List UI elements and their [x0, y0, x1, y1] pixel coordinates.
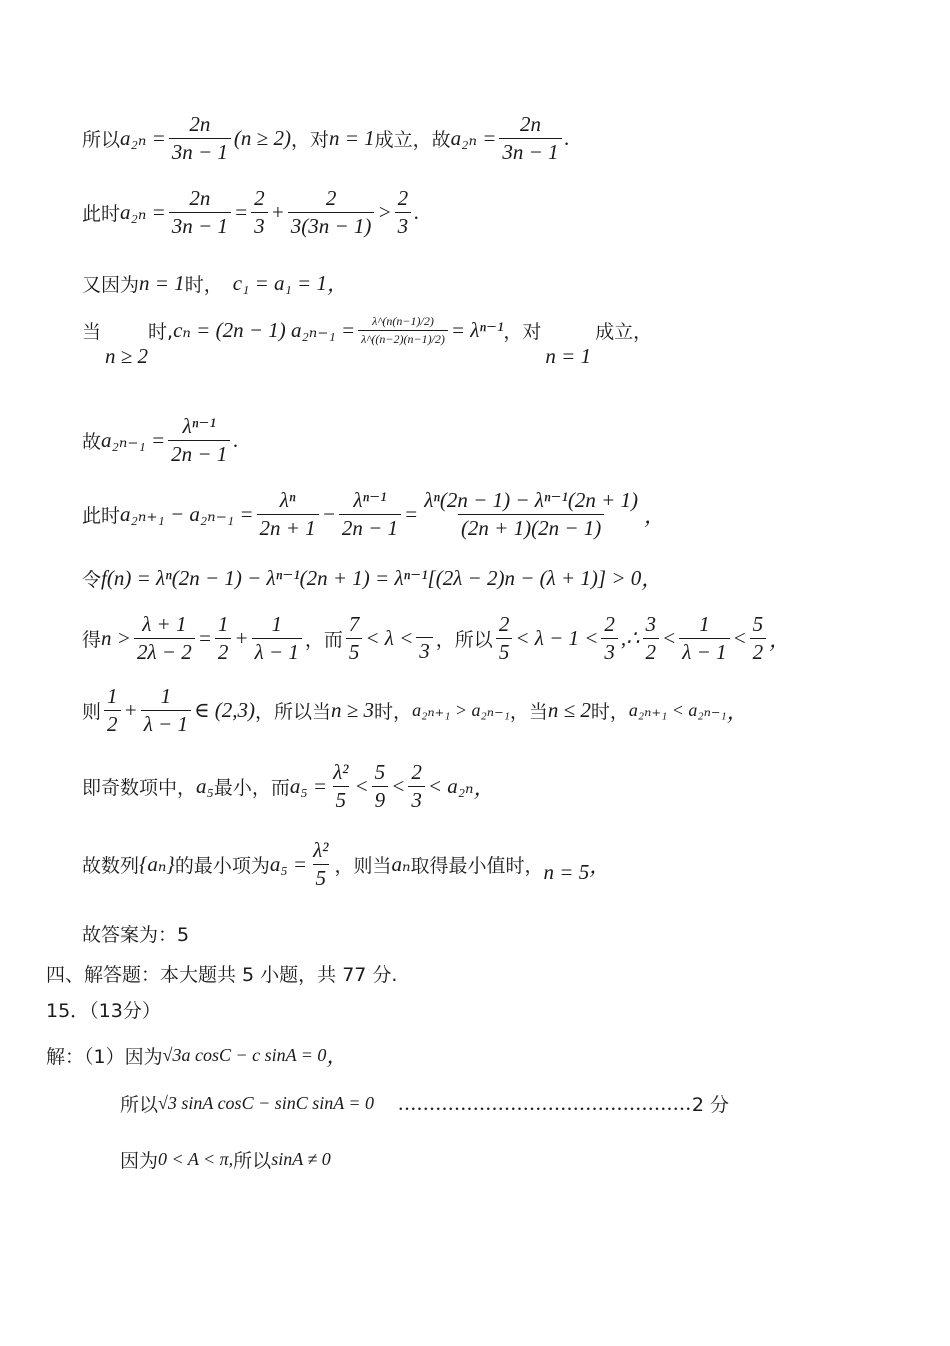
formula: {aₙ}	[139, 852, 175, 876]
formula: a₅ =	[269, 852, 308, 876]
text: 令	[82, 568, 102, 591]
fraction: $\frac{7}{5}$	[346, 612, 363, 665]
formula: c₁ = a₁ = 1	[232, 270, 327, 295]
text: 最小，而	[213, 777, 290, 799]
formula: a₂ₙ₋₁ =	[101, 428, 166, 452]
fraction: $\frac{2}{5}$	[496, 612, 513, 665]
text: 当	[82, 321, 102, 343]
formula: .	[414, 200, 420, 224]
solution-line-3	[82, 268, 348, 298]
formula: ，	[326, 1044, 348, 1068]
formula: a₂ₙ =	[120, 200, 166, 224]
text: ，所以	[435, 629, 493, 651]
fraction: $\frac{\text{λ²}}{5}$	[313, 838, 329, 890]
fraction: $\frac{2}{3}$	[601, 612, 618, 665]
formula: ，	[769, 627, 791, 652]
formula: ，	[326, 272, 348, 296]
text: 时，	[374, 701, 413, 723]
text: 故数列	[82, 855, 140, 877]
solution-line-11	[82, 838, 610, 891]
solution-line-9	[82, 684, 748, 737]
fraction: $\frac{1}{2}$	[215, 612, 232, 665]
fraction: $\frac{5}{9}$	[372, 760, 389, 813]
fraction: $\frac{5}{2}$	[750, 612, 767, 665]
text: 此时	[82, 203, 121, 225]
text: 故	[82, 431, 102, 453]
formula: a₅ =	[289, 774, 328, 798]
formula: n = 1	[545, 344, 592, 368]
text: 成立，故	[374, 129, 451, 151]
formula: <	[354, 774, 369, 798]
text: 所以	[82, 129, 121, 151]
formula: = λⁿ⁻¹	[450, 318, 504, 342]
text: 所以	[233, 1150, 272, 1172]
text: ，而	[304, 629, 343, 651]
solution-line-6	[82, 488, 665, 541]
text: 时,	[148, 321, 174, 343]
formula: .	[564, 126, 570, 150]
formula: +	[270, 200, 285, 224]
formula: < λ <	[365, 626, 414, 650]
fraction: $\frac{2}{3}$	[251, 186, 268, 239]
formula: n >	[101, 626, 131, 650]
solution-line-1	[82, 112, 570, 165]
formula: n ≤ 2	[547, 698, 591, 722]
formula: n = 1	[139, 270, 185, 295]
solution-line-10	[82, 760, 495, 813]
text: 取得最小值时，	[410, 855, 544, 877]
fraction: $\frac{3}{2}$	[643, 612, 660, 665]
fraction: $\frac{\text{λⁿ(2n − 1) − λⁿ⁻¹(2n + 1)}}{(2n + 1)(2n - 1)}$	[424, 488, 638, 540]
formula: n = 5	[543, 860, 590, 884]
formula: a₂ₙ =	[450, 126, 497, 150]
text: ，所以当	[255, 701, 332, 723]
fraction: $\frac{1}{2}$	[104, 684, 121, 737]
formula: ，	[473, 775, 495, 800]
solution-line-7	[82, 563, 662, 593]
answer-line	[82, 920, 189, 947]
score-text: 2 分	[691, 1094, 729, 1116]
section-title: 四、解答题：本大题共 5 小题，共 77 分.	[46, 964, 398, 986]
formula: ，	[641, 567, 663, 591]
formula: +	[123, 698, 138, 722]
formula: 0 < A < π,	[158, 1149, 234, 1169]
formula: a₂ₙ₊₁ < a₂ₙ₋₁	[628, 700, 727, 720]
formula: a₂ₙ₊₁ > a₂ₙ₋₁	[412, 700, 510, 720]
solution-line-16	[120, 1090, 729, 1117]
fraction: $\frac{2}{3(3n - 1)}$	[288, 186, 375, 239]
formula: =	[197, 626, 212, 650]
formula: f(n) = λⁿ(2n − 1) − λⁿ⁻¹(2n + 1) = λⁿ⁻¹[(2λ − 2)n − (λ + 1)] > 0	[101, 565, 642, 590]
fraction: $\frac{2n}{3n - 1}$	[169, 112, 231, 165]
problem-number: 15．（13分）	[46, 1000, 161, 1022]
fraction: $\frac{2n}{3n - 1}$	[169, 186, 231, 239]
formula: <	[391, 774, 406, 798]
fraction: $\frac{\text{λⁿ}}{2n + 1}$	[257, 488, 319, 541]
text: 得	[82, 629, 102, 651]
formula: <	[732, 626, 747, 650]
formula: ∈ (2,3)	[193, 698, 255, 722]
text: 成立，	[595, 321, 653, 343]
formula: √3a cosC − c sinA = 0	[162, 1044, 327, 1065]
fraction: $\frac{1}{\lambda - 1}$	[252, 612, 302, 665]
formula: .	[233, 428, 239, 452]
solution-line-17	[120, 1146, 331, 1173]
solution-line-4	[82, 314, 653, 368]
fraction: $\frac{\lambda + 1}{2\lambda - 2}$	[134, 612, 195, 665]
fraction: $\frac{1}{\lambda - 1}$	[679, 612, 729, 665]
leader-dots: ...............................................	[398, 1091, 692, 1115]
problem-heading	[46, 996, 161, 1023]
text: ，对	[503, 321, 542, 343]
text: 时，	[184, 273, 223, 296]
formula: n ≥ 3	[331, 698, 375, 722]
fraction: $\frac{\text{λ²}}{5}$	[333, 760, 349, 812]
formula: −	[321, 502, 336, 526]
formula: aₙ	[391, 852, 411, 876]
formula: =	[404, 502, 419, 526]
section-heading	[46, 960, 397, 987]
formula: n ≥ 2	[105, 344, 149, 368]
formula: cₙ = (2n − 1) a₂ₙ₋₁ =	[173, 318, 356, 342]
text: 又因为	[82, 273, 140, 296]
formula: a₂ₙ₊₁ − a₂ₙ₋₁ =	[120, 502, 254, 526]
text: 因为	[120, 1150, 159, 1172]
text: 则	[82, 701, 102, 723]
text: ，对	[290, 129, 329, 151]
formula: ，	[589, 853, 611, 878]
fraction: $\frac{\lambda\^{}(n(n-1)/2)}{\lambda\^{}((n-2)(n-1)/2)}$	[358, 314, 448, 347]
formula: √3 sinA cosC − sinC sinA = 0	[158, 1093, 375, 1113]
formula: (n ≥ 2)	[233, 126, 291, 150]
formula: < a₂ₙ	[427, 774, 474, 798]
solution-line-5	[82, 414, 239, 467]
fraction: 3	[416, 614, 433, 664]
formula: sinA ≠ 0	[271, 1149, 331, 1169]
text: 所以	[120, 1094, 159, 1116]
fraction: $\frac{\text{λⁿ⁻¹}}{2n - 1}$	[168, 414, 230, 467]
formula: +	[234, 626, 249, 650]
formula: >	[377, 200, 392, 224]
text: 的最小项为	[174, 855, 270, 877]
formula: =	[233, 200, 249, 224]
formula: n = 1	[328, 126, 375, 150]
formula: a₅	[196, 774, 214, 798]
fraction: $\frac{1}{\lambda - 1}$	[141, 684, 191, 737]
solution-line-15	[46, 1040, 347, 1070]
fraction: $\frac{2n}{3n - 1}$	[499, 112, 561, 165]
formula: a₂ₙ =	[120, 126, 166, 150]
text: 即奇数项中，	[82, 777, 197, 799]
fraction: $\frac{2}{3}$	[408, 760, 425, 813]
solution-line-2	[82, 186, 419, 239]
fraction: $\frac{\text{λⁿ⁻¹}}{2n - 1}$	[339, 488, 401, 541]
answer-text: 故答案为：5	[82, 924, 190, 946]
text: 此时	[82, 505, 121, 527]
solution-line-8	[82, 612, 790, 665]
formula: ，	[644, 503, 665, 528]
text: 解：（1）因为	[46, 1045, 163, 1068]
fraction: $\frac{2}{3}$	[395, 186, 412, 239]
formula: < λ − 1 <	[515, 626, 599, 650]
formula: ，	[726, 699, 748, 724]
text: ，当	[509, 701, 548, 723]
text: ，则当	[334, 855, 392, 877]
text: 时，	[590, 701, 629, 723]
formula: <	[662, 626, 677, 650]
formula: ,∴	[620, 626, 640, 650]
